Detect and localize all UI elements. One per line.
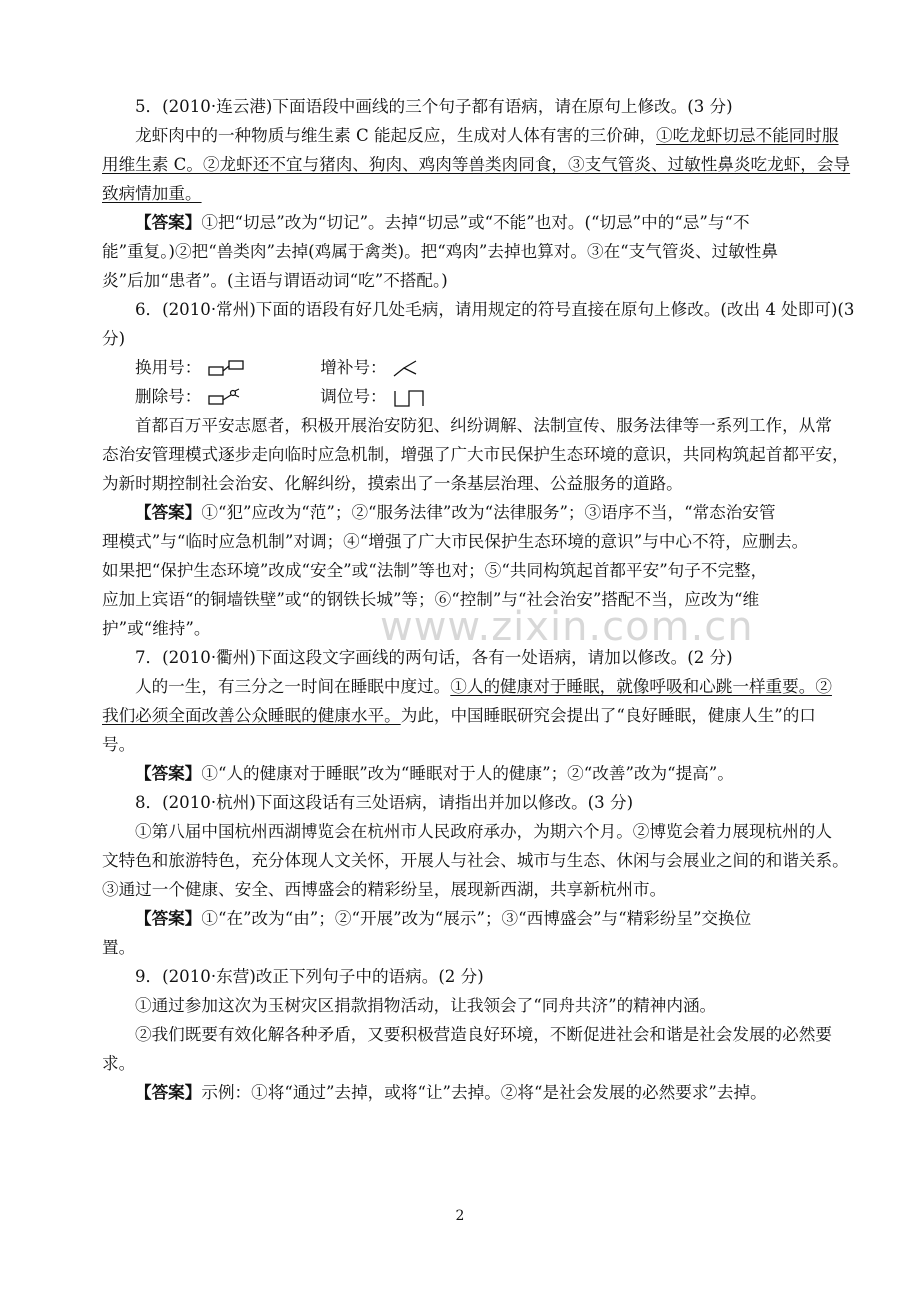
q6-answer-line-2: 理模式”与“临时应急机制”对调；④“增强了广大市民保护生态环境的意识”与中心不符，应删去。 [102, 532, 809, 551]
q8-passage-line-1: ①第八届中国杭州西湖博览会在杭州市人民政府承办，为期六个月。②博览会着力展现杭州的人 [135, 822, 832, 841]
q6-answer-text: ①“犯”应改为“范”；②“服务法律”改为“法律服务”；③语序不当，“常态治安管 [201, 503, 776, 522]
q6-passage-line-2: 态治安管理模式逐步走向临时应急机制，增强了广大市民保护生态环境的意识，共同构筑起首都平安， [102, 445, 849, 464]
q5-underlined-sentence-3-end: 致病情加重。 [102, 184, 202, 203]
delete-symbol-item [135, 382, 315, 411]
q6-symbol-row-1 [102, 353, 824, 382]
q9-answer-line-1 [102, 1078, 824, 1107]
document-body [102, 92, 855, 1107]
replace-symbol-label: 换用号： [135, 358, 202, 377]
watermark: www.zixin.com.cn [380, 604, 754, 650]
q7-underlined-sentence-1: ①人的健康对于睡眠，就像呼吸和心跳一样重要。② [450, 677, 832, 696]
q8-answer-text: ①“在”改为“由”；②“开展”改为“展示”；③“西博盛会”与“精彩纷呈”交换位 [201, 909, 752, 928]
insert-symbol-label: 增补号： [320, 358, 387, 377]
insert-caret-icon [392, 358, 436, 380]
q9-sentence-2: ②我们既要有效化解各种矛盾，又要积极营造良好环境，不断促进社会和谐是社会发展的必然要 [135, 1025, 832, 1044]
q7-passage-line-3: 号。 [102, 735, 136, 754]
q8-answer-line-1 [102, 904, 824, 933]
answer-label: 【答案】 [135, 908, 202, 928]
q5-answer-line-2: 能”重复。)②把“兽类肉”去掉(鸡属于禽类)。把“鸡肉”去掉也算对。③在“支气管炎、过敏性鼻 [102, 242, 778, 261]
answer-label: 【答案】 [135, 212, 202, 232]
q6-answer-line-4: 应加上宾语“的铜墙铁壁”或“的钢铁长城”等；⑥“控制”与“社会治安”搭配不当，应改为“维 [102, 590, 760, 609]
q7-passage-line-2 [102, 701, 824, 730]
q7-passage-text-cont: 为此，中国睡眠研究会提出了“良好睡眠，健康人生”的口 [400, 706, 816, 725]
q5-passage-line-3 [102, 179, 824, 208]
q7-passage-text: 人的一生，有三分之一时间在睡眠中度过。 [135, 677, 451, 696]
q7-answer-text: ①“人的健康对于睡眠”改为“睡眠对于人的健康”；②“改善”改为“提高”。 [201, 764, 734, 783]
q7-title: 7．(2010·衢州)下面这段文字画线的两句话，各有一处语病，请加以修改。(2 分) [135, 648, 733, 667]
q9-sentence-2-cont: 求。 [102, 1054, 136, 1073]
q5-passage-text: 龙虾肉中的一种物质与维生素 C 能起反应，生成对人体有害的三价砷， [135, 126, 657, 145]
q5-answer-line-1 [102, 208, 824, 237]
delete-symbol-label: 删除号： [135, 387, 202, 406]
q6-answer-line-1 [102, 498, 824, 527]
q6-symbol-row-2 [102, 382, 824, 411]
q6-title: 6．(2010·常州)下面的语段有好几处毛病，请用规定的符号直接在原句上修改。(改出 4 处即可)(3 [135, 300, 855, 319]
replace-symbol-icon [207, 358, 251, 380]
q9-answer-text: 示例：①将“通过”去掉，或将“让”去掉。②将“是社会发展的必然要求”去掉。 [201, 1083, 767, 1102]
q6-passage-line-3: 为新时期控制社会治安、化解纠纷，摸索出了一条基层治理、公益服务的道路。 [102, 474, 683, 493]
q8-title: 8．(2010·杭州)下面这段话有三处语病，请指出并加以修改。(3 分) [135, 793, 634, 812]
answer-label: 【答案】 [135, 502, 202, 522]
q6-answer-line-3: 如果把“保护生态环境”改成“安全”或“法制”等也对；⑤“共同构筑起首都平安”句子不完整， [102, 561, 768, 580]
move-symbol-item [320, 382, 500, 411]
q8-answer-line-2: 置。 [102, 938, 136, 957]
delete-symbol-icon [207, 387, 251, 409]
q7-answer-line-1 [102, 759, 824, 788]
q5-answer-text: ①把“切忌”改为“切记”。去掉“切忌”或“不能”也对。(“切忌”中的“忌”与“不 [201, 213, 750, 232]
answer-label: 【答案】 [135, 763, 202, 783]
q9-sentence-1: ①通过参加这次为玉树灾区捐款捐物活动，让我领会了“同舟共济”的精神内涵。 [135, 996, 717, 1015]
q8-passage-line-3: ③通过一个健康、安全、西博盛会的精彩纷呈，展现新西湖，共享新杭州市。 [102, 880, 667, 899]
answer-label: 【答案】 [135, 1082, 202, 1102]
q5-title: 5．(2010·连云港)下面语段中画线的三个句子都有语病，请在原句上修改。(3 分) [135, 97, 733, 116]
replace-symbol-item [135, 353, 315, 382]
q5-underlined-sentences-2-3: 用维生素 C。②龙虾还不宜与猪肉、狗肉、鸡肉等兽类肉同食，③支气管炎、过敏性鼻炎吃龙虾，会导 [102, 155, 851, 174]
move-symbol-label: 调位号： [320, 387, 387, 406]
q5-passage-line-2 [102, 150, 851, 179]
transpose-symbol-icon [392, 387, 436, 409]
q6-passage-line-1: 首都百万平安志愿者，积极开展治安防犯、纠纷调解、法制宣传、服务法律等一系列工作，从常 [135, 416, 832, 435]
q8-passage-line-2: 文特色和旅游特色，充分体现人文关怀，开展人与社会、城市与生态、休闲与会展业之间的和谐关系。 [102, 851, 849, 870]
q7-passage-line-1 [102, 672, 832, 701]
q5-answer-line-3: 炎”后加“患者”。(主语与谓语动词“吃”不搭配。) [102, 271, 448, 290]
q5-passage-line-1 [102, 121, 839, 150]
q5-underlined-sentence-1: ①吃龙虾切忌不能同时服 [656, 126, 839, 145]
insert-symbol-item [320, 353, 500, 382]
q9-title: 9．(2010·东营)改正下列句子中的语病。(2 分) [135, 967, 484, 986]
q6-title-cont: 分) [102, 329, 126, 348]
q7-underlined-sentence-2: 我们必须全面改善公众睡眠的健康水平。 [102, 706, 401, 725]
page-number: 2 [455, 1208, 465, 1224]
q6-answer-line-5: 护”或“维持”。 [102, 619, 211, 638]
